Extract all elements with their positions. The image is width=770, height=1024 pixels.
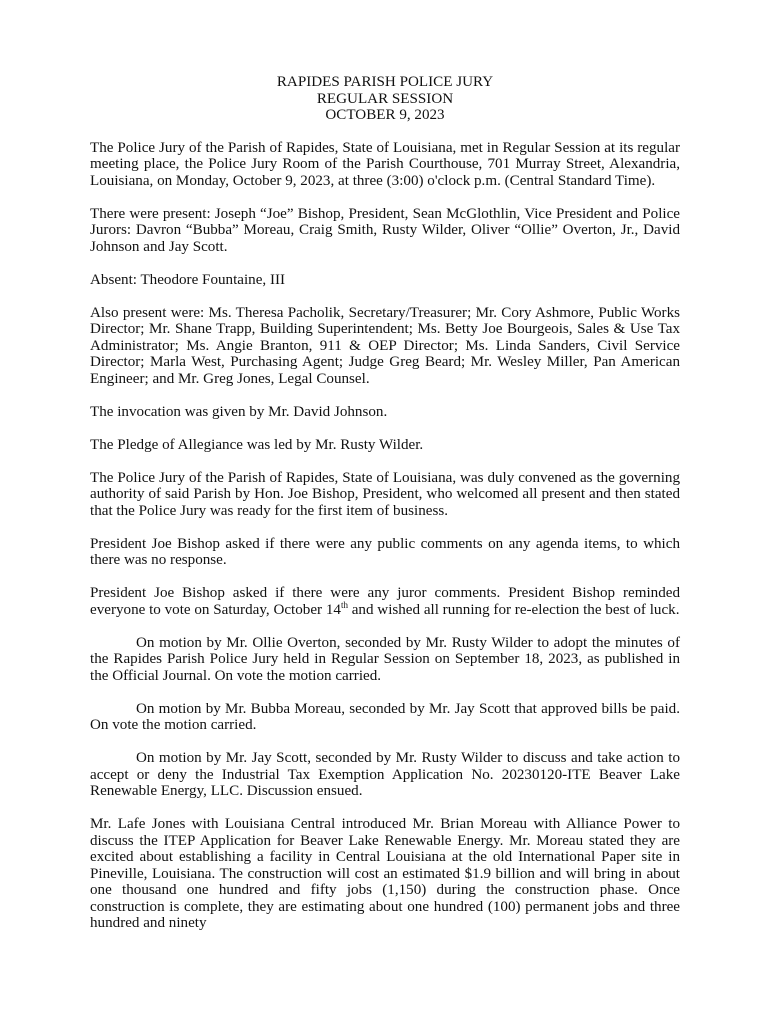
paragraph-itep-discussion: Mr. Lafe Jones with Louisiana Central introduced Mr. Brian Moreau with Alliance Power to discuss the ITEP Application for Beaver Lake Renewable Energy. Mr. Moreau stated they are excited about establishing a facility in Central Louisiana at the old International Paper site in Pineville, Louisiana. The construction will cost an estimated $1.9 billion and will bring in about one thousand one hundred and fifty jobs (1,150) during the construction phase. Once construction is complete, they are estimating about one hundred (100) permanent jobs and three hundred and ninety bbox=[90, 816, 680, 931]
header-date: OCTOBER 9, 2023 bbox=[325, 107, 445, 123]
document-header bbox=[90, 74, 680, 124]
paragraph-motion-bills: On motion by Mr. Bubba Moreau, seconded by Mr. Jay Scott that approved bills be paid. On vote the motion carried. bbox=[90, 700, 680, 733]
paragraph-public-comments: President Joe Bishop asked if there were any public comments on any agenda items, to which there was no response. bbox=[90, 535, 680, 568]
ordinal-superscript: th bbox=[340, 599, 348, 610]
juror-comments-text-a: President Joe Bishop asked if there were any juror comments. President Bishop reminded everyone to vote on Saturday, October 14 bbox=[90, 585, 680, 618]
paragraph-motion-itep: On motion by Mr. Jay Scott, seconded by Mr. Rusty Wilder to discuss and take action to accept or deny the Industrial Tax Exemption Application No. 20230120-ITE Beaver Lake Renewable Energy, LLC. Discussion ensued. bbox=[90, 750, 680, 799]
paragraph-motion-minutes: On motion by Mr. Ollie Overton, seconded by Mr. Rusty Wilder to adopt the minutes of the Rapides Parish Police Jury held in Regular Session on September 18, 2023, as published in the Official Journal. On vote the motion carried. bbox=[90, 634, 680, 684]
header-session: REGULAR SESSION bbox=[316, 90, 454, 107]
paragraph-pledge: The Pledge of Allegiance was led by Mr. Rusty Wilder. bbox=[90, 436, 424, 453]
paragraph-convened: The Police Jury of the Parish of Rapides, State of Louisiana, was duly convened as the governing authority of said Parish by Hon. Joe Bishop, President, who welcomed all present and then stated that the Police Jury was ready for the first item of business. bbox=[90, 469, 680, 519]
paragraph-meeting-intro: The Police Jury of the Parish of Rapides, State of Louisiana, met in Regular Session at its regular meeting place, the Police Jury Room of the Parish Courthouse, 701 Murray Street, Alexandria, Louisiana, on Monday, October 9, 2023, at three (3:00) o'clock p.m. (Central Standard Time). bbox=[90, 139, 680, 189]
paragraph-present: There were present: Joseph “Joe” Bishop, President, Sean McGlothlin, Vice President and Police Jurors: Davron “Bubba” Moreau, Craig Smith, Rusty Wilder, Oliver “Ollie” Overton, Jr., David Johnson and Jay Scott. bbox=[90, 205, 680, 255]
paragraph-invocation: The invocation was given by Mr. David Johnson. bbox=[90, 403, 388, 420]
paragraph-absent: Absent: Theodore Fountaine, III bbox=[90, 271, 286, 288]
juror-comments-text-b: and wished all running for re-election the best of luck. bbox=[347, 601, 680, 618]
header-title: RAPIDES PARISH POLICE JURY bbox=[276, 74, 494, 90]
paragraph-also-present: Also present were: Ms. Theresa Pacholik, Secretary/Treasurer; Mr. Cory Ashmore, Public Works Director; Mr. Shane Trapp, Building Superintendent; Ms. Betty Joe Bourgeois, Sales & Use Tax Administrator; Ms. Angie Branton, 911 & OEP Director; Ms. Linda Sanders, Civil Service Director; Marla West, Purchasing Agent; Judge Greg Beard; Mr. Wesley Miller, Pan American Engineer; and Mr. Greg Jones, Legal Counsel. bbox=[90, 304, 680, 387]
document-body bbox=[90, 74, 680, 948]
paragraph-juror-comments bbox=[90, 585, 680, 618]
